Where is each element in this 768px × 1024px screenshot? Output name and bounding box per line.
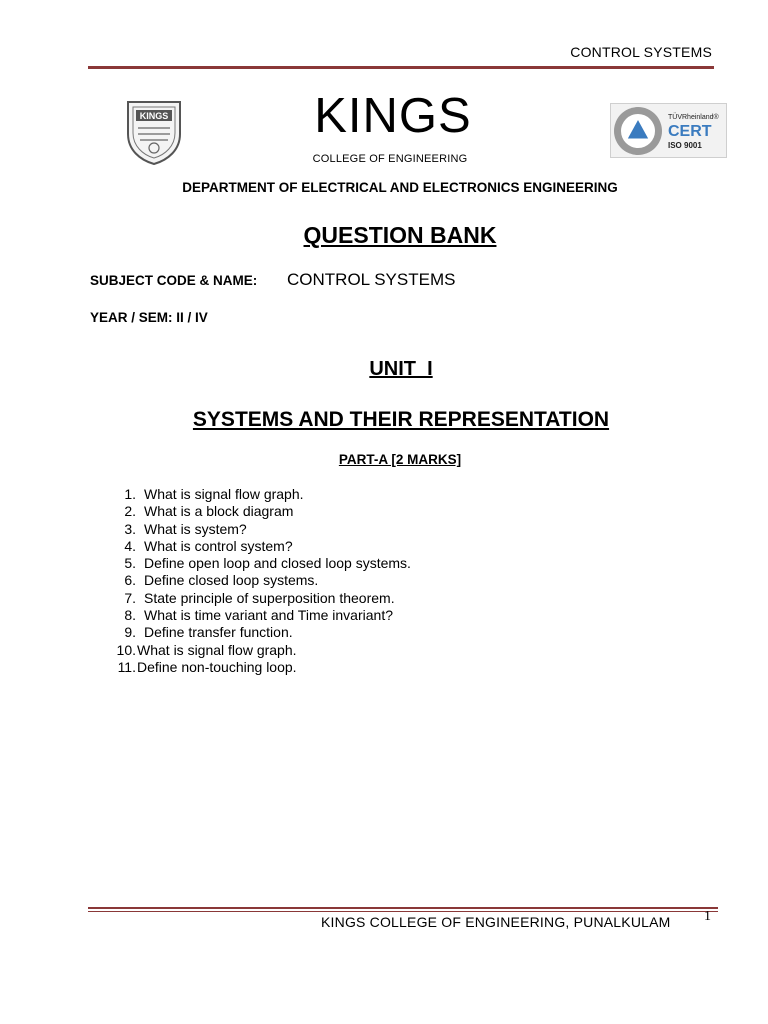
question-number: 4. xyxy=(124,537,136,554)
question-text: State principle of superposition theorem. xyxy=(144,589,395,606)
subject-value: CONTROL SYSTEMS xyxy=(287,270,456,289)
year-semester: YEAR / SEM: II / IV xyxy=(90,310,208,325)
list-item xyxy=(90,538,411,555)
cert-word: CERT xyxy=(668,123,712,140)
question-list xyxy=(90,486,411,676)
list-item xyxy=(90,503,411,520)
question-number: 9. xyxy=(124,624,136,641)
question-number: 1. xyxy=(124,486,136,502)
document-title: QUESTION BANK xyxy=(303,222,497,248)
running-header: CONTROL SYSTEMS xyxy=(570,44,712,60)
question-text: What is a block diagram xyxy=(144,503,294,520)
footer-rule-thin xyxy=(88,911,718,912)
page-number: 1 xyxy=(704,909,711,924)
header-rule xyxy=(88,66,714,69)
department-heading: DEPARTMENT OF ELECTRICAL AND ELECTRONICS ENGINEERING xyxy=(182,180,618,195)
question-text: What is system? xyxy=(144,520,247,537)
question-text: What is control system? xyxy=(144,537,293,554)
question-text: What is signal flow graph. xyxy=(144,486,304,502)
cert-standard: ISO 9001 xyxy=(668,141,702,150)
question-number: 11. xyxy=(117,658,136,675)
cert-brand: TÜVRheinland® xyxy=(668,114,719,121)
question-text: Define non-touching loop. xyxy=(137,658,297,675)
question-text: Define closed loop systems. xyxy=(144,572,319,589)
footer-text: KINGS COLLEGE OF ENGINEERING, PUNALKULAM xyxy=(321,914,671,930)
question-text: What is time variant and Time invariant? xyxy=(144,607,393,624)
question-number: 10. xyxy=(116,641,136,658)
list-item xyxy=(90,624,411,641)
question-number: 5. xyxy=(124,555,136,572)
question-number: 6. xyxy=(124,572,136,589)
unit-label: UNIT I xyxy=(369,358,433,380)
question-number: 2. xyxy=(124,503,136,520)
list-item xyxy=(90,659,411,676)
question-text: What is signal flow graph. xyxy=(137,641,297,658)
unit-title: SYSTEMS AND THEIR REPRESENTATION xyxy=(192,408,610,431)
subject-label: SUBJECT CODE & NAME: xyxy=(90,273,258,288)
part-heading: PART-A [2 MARKS] xyxy=(338,452,462,467)
list-item xyxy=(90,555,411,572)
list-item xyxy=(90,590,411,607)
list-item xyxy=(90,607,411,624)
question-text: Define transfer function. xyxy=(144,624,293,641)
list-item xyxy=(90,486,411,503)
list-item xyxy=(90,572,411,589)
tuv-cert-badge xyxy=(610,103,727,158)
question-text: Define open loop and closed loop systems. xyxy=(144,555,411,572)
list-item xyxy=(90,642,411,659)
question-number: 8. xyxy=(124,607,136,624)
list-item xyxy=(90,521,411,538)
footer-rule xyxy=(88,907,718,909)
college-subtitle: COLLEGE OF ENGINEERING xyxy=(312,153,468,165)
question-number: 7. xyxy=(124,589,136,606)
svg-text:KINGS: KINGS xyxy=(139,111,169,121)
college-name: KINGS xyxy=(314,89,472,143)
question-number: 3. xyxy=(124,520,136,537)
